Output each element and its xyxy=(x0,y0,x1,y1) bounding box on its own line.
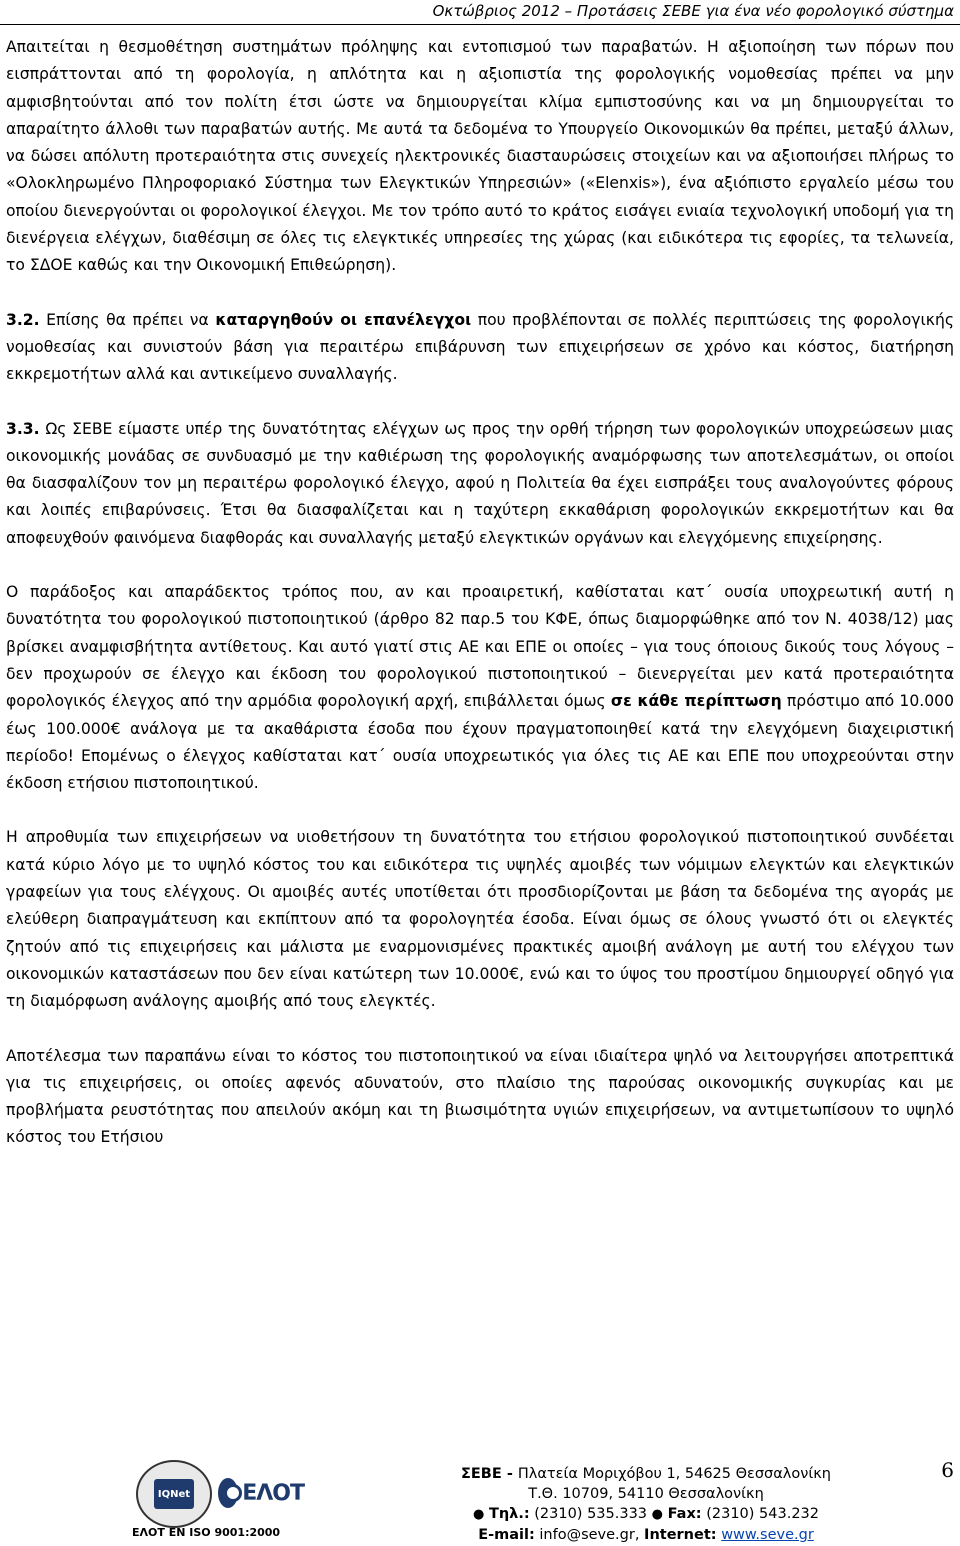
bullet-icon: ● xyxy=(472,1507,485,1522)
paragraph-result: Αποτέλεσμα των παραπάνω είναι το κόστος του πιστοποιητικού να είναι ιδιαίτερα ψηλό να λειτουργήσει αποτρεπτικά για τις επιχειρήσεις, οι οποίες αφενός αδυνατούν, στο πλαίσιο της παρούσας οικονομικής συγκυρίας και με προβλήματα ρευστότητας που απειλούν ακόμη και τη βιωσιμότητα υγιών επιχειρήσεων, να αντιμετωπίσουν το υψηλό κόστος του Ετήσιου xyxy=(6,1046,954,1147)
paragraph-prevention: Απαιτείται η θεσμοθέτηση συστημάτων πρόληψης και εντοπισμού των παραβατών. Η αξιοποίηση των πόρων που εισπράττονται από τη φορολογία, η απλότητα και η αξιοπιστία της φορολογικής νομοθεσίας πρέπει να μην αμφισβητούνται από τον πολίτη έτσι ώστε να δημιουργείται κλίμα εμπιστοσύνης και να μη δημιουργείται το απαραίτητο άλλοθι των παραβατών αυτής. Με αυτά τα δεδομένα το Υπουργείο Οικονομικών θα πρέπει, μεταξύ άλλων, να δώσει απόλυτη προτεραιότητα στις συνεχείς ηλεκτρονικές διασταυρώσεις στοιχείων και να αξιοποιήσει πλήρως το «Ολοκληρωμένο Πληροφοριακό Σύστημα των Ελεγκτικών Υπηρεσιών» («Elenxis»), ένα αξιόπιστο εργαλείο μέσω του οποίου διενεργούνται οι φορολογικοί έλεγχοι. Με τον τρόπο αυτό το κράτος εισάγει ενιαία τεχνολογική υποδομή για τη διενέργεια ελέγχων, διαθέσιμη σε όλες τις ελεγκτικές υπηρεσίες της χώρας (και ειδικότερα τις εφορίες, τα τελωνεία, το ΣΔΟΕ καθώς και την Οικονομική Επιθεώρηση). xyxy=(6,38,954,275)
address-line: ΣΕΒΕ - Πλατεία Μοριχόβου 1, 54625 Θεσσαλονίκη xyxy=(461,1466,831,1482)
running-title: Οκτώβριος 2012 – Προτάσεις ΣΕΒΕ για ένα νέο φορολογικό σύστημα xyxy=(432,2,954,20)
elot-mark-icon xyxy=(218,1478,238,1508)
website-link[interactable]: www.seve.gr xyxy=(721,1527,814,1543)
section-number: 3.3. xyxy=(6,419,40,438)
section-number: 3.2. xyxy=(6,310,40,329)
certification-logos xyxy=(118,1458,418,1544)
page-footer xyxy=(0,1458,960,1546)
bullet-icon: ● xyxy=(651,1507,663,1522)
certification-seal-icon xyxy=(136,1460,212,1528)
page-number: 6 xyxy=(941,1458,954,1482)
cert-badge: IQNet xyxy=(154,1479,194,1509)
elot-logo xyxy=(218,1474,304,1512)
contact-info xyxy=(436,1464,856,1545)
paragraph-reluctance: Η απροθυμία των επιχειρήσεων να υιοθετήσουν τη δυνατότητα του ετήσιου φορολογικού πιστοποιητικού συνδέεται κατά κύριο λόγο με το υψηλό κόστος του και ειδικότερα τις υψηλές αμοιβές των νόμιμων ελεγκτών και ελεγκτικών γραφείων για τους ελέγχους. Οι αμοιβές αυτές υποτίθεται ότι προσδιορίζονται με βάση τα δεδομένα της αγοράς με ελεύθερη διαπραγμάτευση και εκπίπτουν από τα φορολογητέα έσοδα. Είναι όμως σε όλους γνωστό ότι οι ελεγκτές ζητούν από τις επιχειρήσεις και μάλιστα με εναρμονισμένες πρακτικές αμοιβή ανάλογη με αυτή του ελέγχου των οικονομικών καταστάσεων που δεν είναι κατώτερη των 10.000€, ενώ και το ύψος του προστίμου δημιουργεί οδηγό για τη διαμόρφωση ανάλογης αμοιβής από τους ελεγκτές. xyxy=(6,828,954,1011)
document-body xyxy=(6,34,954,1179)
phone-fax-line: ● Τηλ.: (2310) 535.333 ● Fax: (2310) 543.232 xyxy=(472,1506,820,1522)
email-web-line: E-mail: info@seve.gr, Internet: www.seve.gr xyxy=(478,1527,814,1543)
section-3-2: 3.2. Επίσης θα πρέπει να καταργηθούν οι επανέλεγχοι που προβλέπονται σε πολλές περιπτώσεις της φορολογικής νομοθεσίας και συνιστούν βάση για περαιτέρω επιβάρυνση των επιχειρήσεων σε χρόνο και κόστος, διατήρηση εκκρεμοτήτων αλλά και αντικείμενο συναλλαγής. xyxy=(6,310,954,384)
page-header xyxy=(0,0,960,25)
po-box-line: Τ.Θ. 10709, 54110 Θεσσαλονίκη xyxy=(528,1486,764,1502)
section-3-3: 3.3. Ως ΣΕΒΕ είμαστε υπέρ της δυνατότητας ελέγχων ως προς την ορθή τήρηση των φορολογικών υποχρεώσεων μιας οικονομικής μονάδας σε συνδυασμό με την καθιέρωση της φορολογικής αναμόρφωσης των αποτελεσμάτων, οι οποίοι θα διασφαλίζουν τον μη περαιτέρω φορολογικό έλεγχο, αφού η Πολιτεία θα έχει εισπράξει τους αναλογούντες φόρους και λοιπές επιβαρύνσεις. Έτσι θα διασφαλίζεται και η ταχύτερη εκκαθάριση φορολογικών εκκρεμοτήτων και θα αποφευχθούν φαινόμενα διαφθοράς και συναλλαγής μεταξύ ελεγκτικών οργάνων και ελεγχόμενης επιχείρησης. xyxy=(6,419,954,547)
cert-caption: ΕΛΟΤ EN ISO 9001:2000 xyxy=(132,1526,281,1539)
elot-logo-text: ΕΛΟΤ xyxy=(242,1480,304,1506)
emphasis: καταργηθούν οι επανέλεγχοι xyxy=(215,310,472,329)
paragraph-certificate: Ο παράδοξος και απαράδεκτος τρόπος που, αν και προαιρετική, καθίσταται κατ΄ ουσία υποχρεωτική αυτή η δυνατότητα του φορολογικού πιστοποιητικού (άρθρο 82 παρ.5 του ΚΦΕ, όπως διαμορφώθηκε από τον Ν. 4038/12) μας βρίσκει αναμφισβήτητα αντίθετους. Και αυτό γιατί στις ΑΕ και ΕΠΕ οι οποίες – για τους όποιους δικούς τους λόγους – δεν προχωρούν σε έλεγχο και έκδοση του φορολογικού πιστοποιητικού – διενεργείται μεν κατά προτεραιότητα φορολογικός έλεγχος από την αρμόδια φορολογική αρχή, επιβάλλεται όμως σε κάθε περίπτωση πρόστιμο από 10.000 έως 100.000€ ανάλογα με τα ακαθάριστα έσοδα που έχουν πραγματοποιηθεί κατά την ελεγχόμενη διαχειριστική περίοδο! Επομένως ο έλεγχος καθίσταται κατ΄ ουσία υποχρεωτικός για όλες τις ΑΕ και ΕΠΕ που υποχρεούνται στην έκδοση ετήσιου πιστοποιητικού. xyxy=(6,583,954,793)
emphasis: σε κάθε περίπτωση xyxy=(610,692,782,711)
